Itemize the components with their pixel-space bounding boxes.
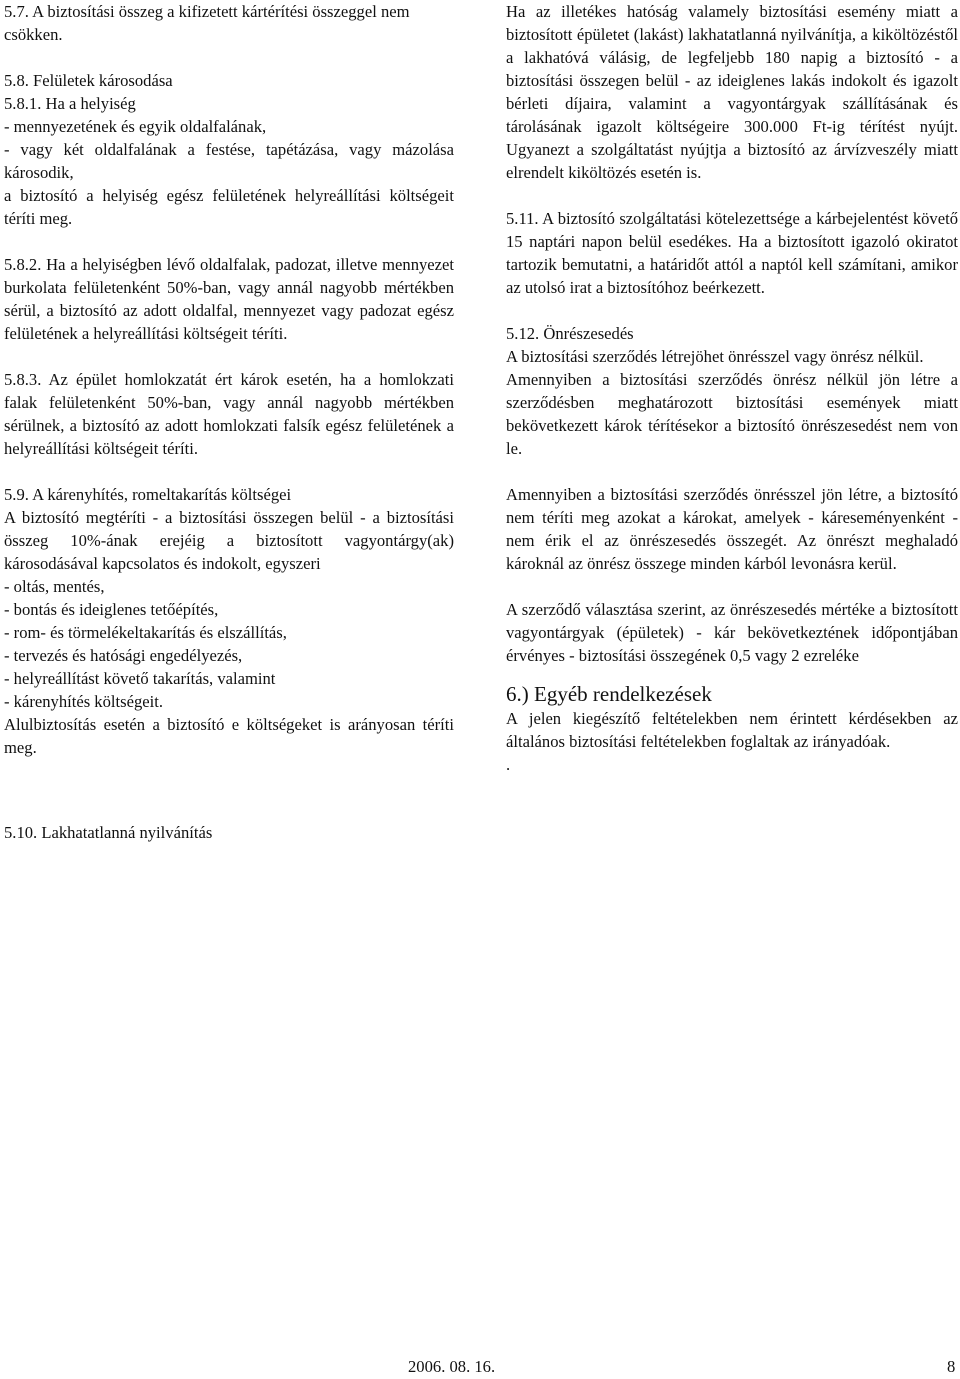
section-5-11: 5.11. A biztosító szolgáltatási kötelezettsége a kárbejelentést követő 15 naptári napon belül esedékes. Ha a biztosított igazoló okiratot tartozik bemutatni, a határidőt attól a naptól kell számítani, amikor az utolsó irat a biztosítóhoz beérkezett. — [506, 209, 958, 297]
section-5-10-body: Ha az illetékes hatóság valamely biztosítási esemény miatt a biztosított épületet (lakást) lakhatatlanná nyilvánítja, a kiköltözéstől a lakhatóvá válásig, de legfeljebb 180 napig a biztosító - a biztosítási összegen belül - az ideiglenes lakás indokolt és igazolt bérleti díjaira, valamint a vagyontárgyak szállításának és tárolásának igazolt költségeire 300.000 Ft-ig térítést nyújt. Ugyanezt a szolgáltatást nyújtja a biztosító az árvízveszély miatt elrendelt kiköltözés esetén is. — [506, 2, 958, 182]
section-5-9-outro: Alulbiztosítás esetén a biztosító e költségeket is arányosan téríti meg. — [4, 715, 454, 757]
list-item: - kárenyhítés költségeit. — [4, 692, 163, 711]
section-5-12-title: 5.12. Önrészesedés — [506, 324, 634, 343]
list-item: - bontás és ideiglenes tetőépítés, — [4, 600, 219, 619]
section-5-12-p1: A biztosítási szerződés létrejöhet önrésszel vagy önrész nélkül. — [506, 347, 924, 366]
list-item: - rom- és törmelékeltakarítás és elszállítás, — [4, 623, 287, 642]
section-5-12-p4: A szerződő választása szerint, az önrészesedés mértéke a biztosított vagyontárgyak (épületek) - kár bekövetkeztének időpontjában érvényes - biztosítási összegének 0,5 vagy 2 ezreléke — [506, 600, 958, 665]
list-item: - oltás, mentés, — [4, 577, 105, 596]
section-5-12-p3: Amennyiben a biztosítási szerződés önrésszel jön létre, a biztosító nem téríti meg azokat a károkat, amelyek - káreseményenként - nem érik el az önrészesedés összegét. Az önrészt meghaladó károknál az önrész összege minden kárból levonásra kerül. — [506, 485, 958, 573]
section-5-10-title: 5.10. Lakhatatlanná nyilvánítás — [4, 823, 213, 842]
section-5-12-p2: Amennyiben a biztosítási szerződés önrész nélkül jön létre a szerződésben meghatározott biztosítási események miatt bekövetkezett károk térítésekor a biztosító önrészesedést nem von le. — [506, 370, 958, 458]
right-column — [506, 0, 958, 776]
section-6-body: A jelen kiegészítő feltételekben nem érintett kérdésekben az általános biztosítási feltételekben foglaltak az irányadóak. — [506, 709, 958, 751]
left-column — [4, 0, 454, 844]
section-5-8-2: 5.8.2. Ha a helyiségben lévő oldalfalak, padozat, illetve mennyezet burkolata felületenként 50%-ban, vagy annál nagyobb mértékben sérül, a biztosító az adott oldalfal, mennyezet vagy padozat egész felületének a helyreállítási költségeit téríti. — [4, 255, 454, 343]
section-5-8-1-conclusion: a biztosító a helyiség egész felületének helyreállítási költségeit téríti meg. — [4, 186, 454, 228]
section-5-9-list — [4, 575, 454, 713]
section-5-8-title: 5.8. Felületek károsodása — [4, 71, 173, 90]
section-5-9-title: 5.9. A kárenyhítés, romeltakarítás költségei — [4, 485, 292, 504]
section-6-dot: . — [506, 755, 511, 774]
section-5-9-intro: A biztosító megtéríti - a biztosítási összegen belül - a biztosítási összeg 10%-ának erejéig a biztosított vagyontárgy(ak) károsodásával kapcsolatos és indokolt, egyszeri — [4, 508, 454, 573]
list-item: - tervezés és hatósági engedélyezés, — [4, 646, 243, 665]
section-6-title: 6.) Egyéb rendelkezések — [506, 682, 712, 706]
section-5-7: 5.7. A biztosítási összeg a kifizetett kártérítési összeggel nem csökken. — [4, 2, 410, 44]
spacer — [4, 759, 454, 805]
section-5-8-3: 5.8.3. Az épület homlokzatát ért károk esetén, ha a homlokzati falak felületenként 50%-ban, vagy annál nagyobb mértékben sérülnek, a biztosító az adott homlokzati falsík egész felületének a helyreállítási költségeit téríti. — [4, 370, 454, 458]
section-5-8-1-item: - mennyezetének és egyik oldalfalának, — [4, 117, 267, 136]
section-5-8-1-item: - vagy két oldalfalának a festése, tapétázása, vagy mázolása károsodik, — [4, 140, 454, 182]
footer-date: 2006. 08. 16. — [408, 1357, 496, 1376]
footer-page-number: 8 — [947, 1357, 956, 1376]
section-5-8-1-title: 5.8.1. Ha a helyiség — [4, 94, 136, 113]
list-item: - helyreállítást követő takarítás, valamint — [4, 669, 276, 688]
